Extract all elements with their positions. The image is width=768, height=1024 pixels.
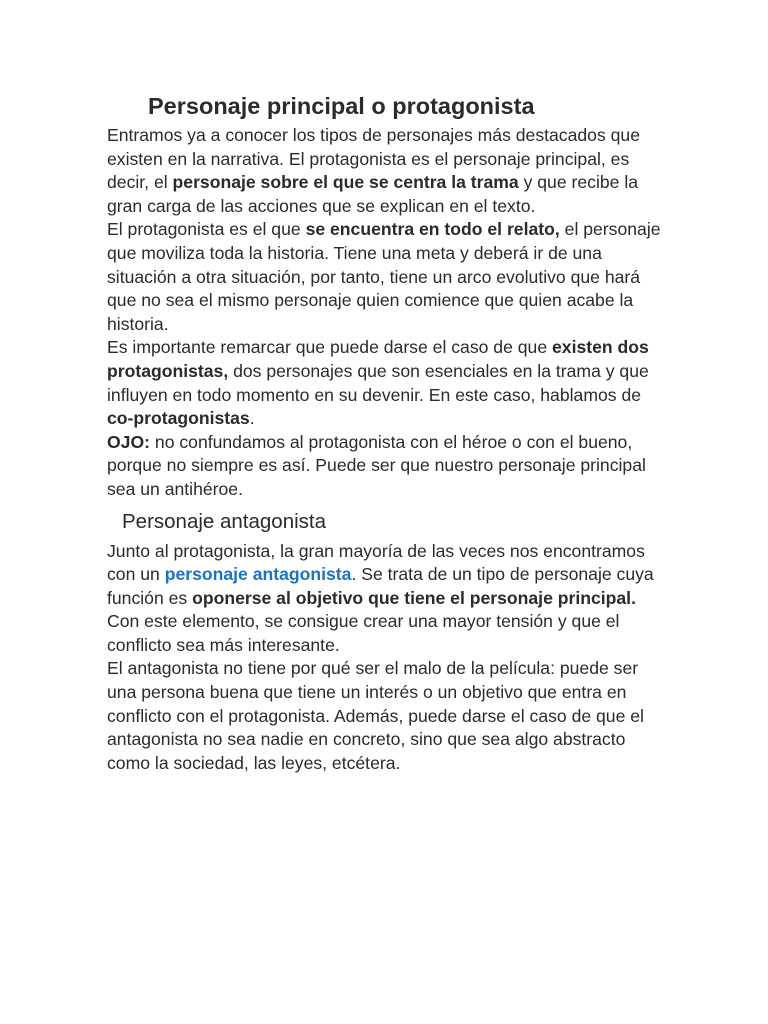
text-run: El antagonista no tiene por qué ser el malo de la película: puede ser una persona buena que tiene un interés o un objetivo que entra en conflicto con el protagonista. Además, puede darse el caso de que el antagonista no sea nadie en concreto, sino que sea algo abstracto como la sociedad, las leyes, etcétera. — [107, 658, 644, 773]
section-title-protagonista: Personaje principal o protagonista — [148, 93, 535, 119]
text-run: no confundamos al protagonista con el héroe o con el bueno, porque no siempre es así. Puede ser que nuestro personaje principal sea un antihéroe. — [107, 431, 646, 499]
link-personaje-antagonista[interactable]: personaje antagonista — [164, 564, 352, 585]
text-run: Junto al protagonista, la gran mayoría de las veces nos encontramos con un — [107, 540, 645, 585]
paragraph-antagonista-intro — [107, 540, 667, 658]
text-run: y que recibe la gran carga de las acciones que se explican en el texto. — [107, 172, 639, 216]
bold-run: co-protagonistas — [107, 408, 250, 429]
bold-run: personaje sobre el que se centra la trama — [172, 172, 519, 193]
section-title-antagonista: Personaje antagonista — [122, 509, 327, 533]
bold-run: se encuentra en todo el relato, — [305, 219, 560, 240]
bold-run: oponerse al objetivo que tiene el personaje principal. — [192, 587, 636, 608]
text-run: Es importante remarcar que puede darse el caso de que — [107, 337, 552, 358]
paragraph-dos-protagonistas — [107, 336, 667, 430]
text-run: el personaje que moviliza toda la historia. Tiene una meta y deberá ir de una situación a otra situación, por tanto, tiene un arco evolutivo que hará que no sea el mismo personaje quien comience que quien acabe la historia. — [107, 219, 661, 334]
text-run: . — [249, 408, 255, 429]
paragraph-protagonista-intro — [107, 124, 667, 218]
bold-run: existen dos protagonistas, — [107, 337, 649, 381]
text-run: . Se trata de un tipo de personaje cuya función es — [107, 564, 654, 608]
text-run: Entramos ya a conocer los tipos de personajes más destacados que existen en la narrativa. El protagonista es el personaje principal, es decir, el — [107, 125, 641, 193]
bold-run: OJO: — [107, 431, 151, 452]
text-run: El protagonista es el que — [107, 219, 306, 240]
paragraph-antagonista-malo — [107, 657, 667, 775]
document-page — [107, 88, 667, 775]
text-run: Con este elemento, se consigue crear una mayor tensión y que el conflicto sea más interesante. — [107, 611, 620, 655]
text-run: dos personajes que son esenciales en la trama y que influyen en todo momento en su devenir. En este caso, hablamos de — [107, 360, 649, 405]
paragraph-protagonista-relato — [107, 218, 667, 336]
paragraph-ojo — [107, 431, 667, 502]
